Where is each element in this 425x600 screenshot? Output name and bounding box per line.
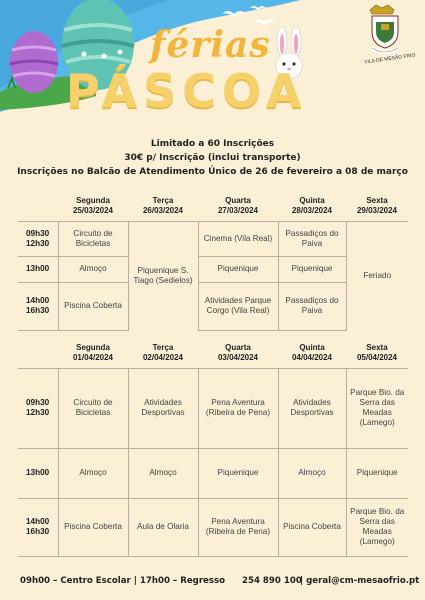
activity-cell: Almoço bbox=[278, 448, 346, 498]
day-header: Terça 02/04/2024 bbox=[142, 342, 184, 362]
municipal-crest-icon bbox=[370, 5, 398, 52]
day-header: Quinta 28/03/2024 bbox=[291, 195, 333, 215]
footer-schedule: 09h00 – Centro Escolar | 17h00 – Regresso bbox=[20, 576, 226, 586]
activity-cell: Atividades Desportivas bbox=[278, 368, 346, 448]
info-registration: Inscrições no Balcão de Atendimento Único de 26 de fevereiro a 08 de março bbox=[17, 167, 408, 177]
day-header: Sexta 29/03/2024 bbox=[356, 195, 398, 215]
header-row bbox=[18, 338, 408, 368]
activity-cell: Piquenique bbox=[278, 256, 346, 282]
activity-cell: Atividades Parque Corgo (Vila Real) bbox=[198, 282, 278, 330]
day-header: Quarta 03/04/2024 bbox=[217, 342, 259, 362]
time-slot: 09h30 12h30 bbox=[18, 221, 58, 256]
footer bbox=[0, 573, 425, 591]
activity-cell: Cinema (Vila Real) bbox=[198, 221, 278, 256]
footer-email: | geral@cm-mesaofrio.pt bbox=[300, 576, 420, 586]
day-header: Segunda 25/03/2024 bbox=[72, 195, 114, 215]
purple-egg-icon bbox=[10, 31, 58, 93]
activity-cell: Aula de Olaria bbox=[128, 498, 198, 556]
activity-cell: Pena Aventura (Ribeira de Pena) bbox=[198, 498, 278, 556]
activity-cell: Piscina Coberta bbox=[58, 498, 128, 556]
activity-cell: Passadiços do Paiva bbox=[278, 221, 346, 256]
header-row bbox=[18, 191, 408, 221]
time-slot: 14h00 16h30 bbox=[18, 282, 58, 330]
table-row bbox=[18, 221, 408, 256]
crest-label: VILA DE MESÃO FRIO bbox=[363, 52, 416, 66]
time-header bbox=[18, 338, 58, 368]
activity-cell: Almoço bbox=[58, 256, 128, 282]
info-price: 30€ p/ Inscrição (inclui transporte) bbox=[124, 153, 301, 163]
activity-cell: Atividades Desportivas bbox=[128, 368, 198, 448]
activity-cell: Pena Aventura (Ribeira de Pena) bbox=[198, 368, 278, 448]
schedule-week-1 bbox=[18, 191, 408, 331]
activity-cell: Piscina Coberta bbox=[58, 282, 128, 330]
time-slot: 13h00 bbox=[18, 448, 58, 498]
activity-cell: Passadiços do Paiva bbox=[278, 282, 346, 330]
day-header: Segunda 01/04/2024 bbox=[72, 342, 114, 362]
time-slot: 09h30 12h30 bbox=[18, 368, 58, 448]
activity-cell: Almoço bbox=[58, 448, 128, 498]
activity-cell: Circuito de Bicicletas bbox=[58, 368, 128, 448]
day-header: Quarta 27/03/2024 bbox=[217, 195, 259, 215]
activity-cell: Circuito de Bicicletas bbox=[58, 221, 128, 256]
table-row bbox=[18, 368, 408, 448]
footer-phone: 254 890 100 bbox=[242, 576, 302, 586]
activity-cell: Parque Bio. da Serra das Meadas (Lamego) bbox=[346, 498, 408, 556]
table-row bbox=[18, 498, 408, 556]
table-row bbox=[18, 448, 408, 498]
title-ferias: férias bbox=[150, 24, 271, 66]
activity-cell: Parque Bio. da Serra das Meadas (Lamego) bbox=[346, 368, 408, 448]
day-header: Terça 26/03/2024 bbox=[142, 195, 184, 215]
activity-cell: Piscina Coberta bbox=[278, 498, 346, 556]
day-header: Sexta 05/04/2024 bbox=[356, 342, 398, 362]
time-header bbox=[18, 191, 58, 221]
activity-cell: Feriado bbox=[346, 221, 408, 330]
activity-cell: Piquenique bbox=[346, 448, 408, 498]
activity-cell: Almoço bbox=[128, 448, 198, 498]
time-slot: 14h00 16h30 bbox=[18, 498, 58, 556]
activity-cell: Piquenique bbox=[198, 448, 278, 498]
schedule-week-2 bbox=[18, 338, 408, 557]
info-limit: Limitado a 60 Inscrições bbox=[150, 139, 275, 149]
header-banner bbox=[0, 0, 425, 125]
activity-cell: Piquenique bbox=[198, 256, 278, 282]
time-slot: 13h00 bbox=[18, 256, 58, 282]
title-pascoa: PÁSCOA bbox=[66, 64, 308, 118]
activity-cell: Piquenique S. Tiago (Sedielos) bbox=[128, 221, 198, 330]
day-header: Quinta 04/04/2024 bbox=[291, 342, 333, 362]
